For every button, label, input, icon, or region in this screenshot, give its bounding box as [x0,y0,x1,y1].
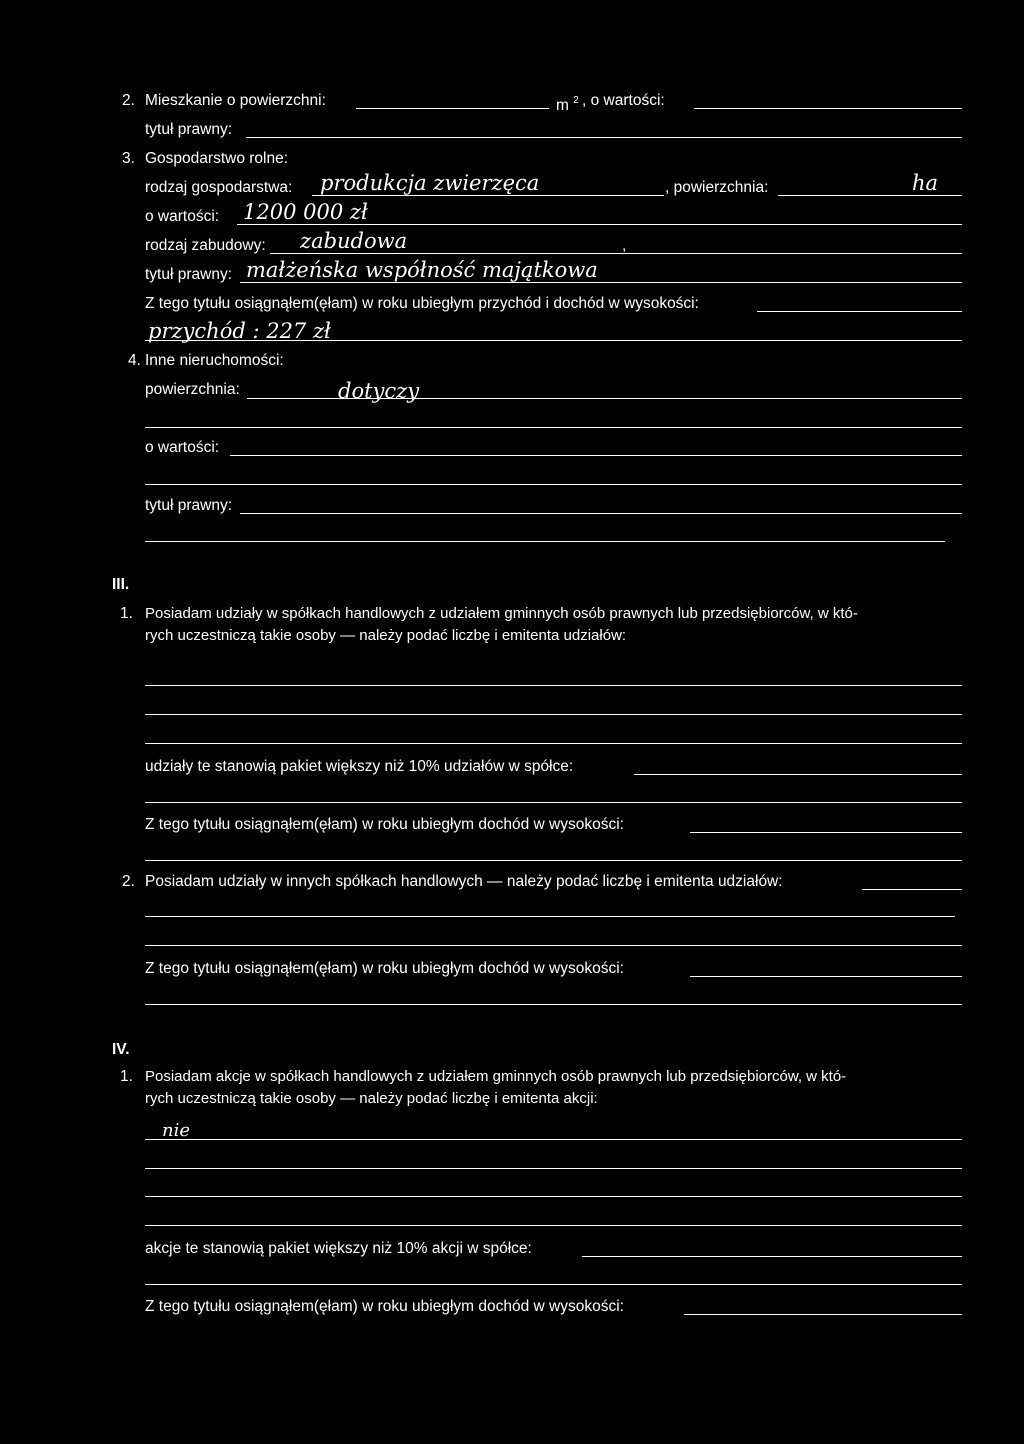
section-iii-q1-income-field-2[interactable] [145,860,962,861]
section-iv-q1-field-2[interactable] [145,1168,962,1169]
section-iii-q1-income-field[interactable] [690,832,962,833]
section-iv-q1-field-3[interactable] [145,1196,962,1197]
section-iii-q1-field-2[interactable] [145,714,962,715]
section-iii-q2-label: Posiadam udziały w innych spółkach handlowych — należy podać liczbę i emitenta udziałów: [145,873,783,890]
farm-value-label: o wartości: [145,208,220,225]
other-property-label: Inne nieruchomości: [145,352,284,369]
apartment-area-label: Mieszkanie o powierzchni: [145,92,326,109]
section-iv-heading: IV. [112,1041,130,1058]
section-iv-q1-packet-field[interactable] [582,1256,962,1257]
section-iii-q2-number: 2. [122,873,135,890]
farm-type-label: rodzaj gospodarstwa: [145,179,293,196]
item3-number: 3. [122,150,135,167]
other-area-value: dotyczy [338,379,420,403]
section-iii-q2-field-2[interactable] [145,916,955,917]
other-area-field[interactable] [247,398,962,399]
other-title-field[interactable] [240,513,962,514]
section-iii-q1-packet-field[interactable] [634,774,962,775]
section-iii-q1-field-3[interactable] [145,743,962,744]
section-iii-heading: III. [112,576,130,593]
other-title-label: tytuł prawny: [145,497,233,514]
section-iii-q1-line1: Posiadam udziały w spółkach handlowych z udziałem gminnych osób prawnych lub przedsiębiorców, w któ- [145,605,858,622]
buildings-label: rodzaj zabudowy: [145,237,266,254]
farm-income-value: przychód : 227 zł [148,319,331,343]
section-iii-q2-income-field-2[interactable] [145,1004,962,1005]
section-iii-q2-income-field[interactable] [690,976,962,977]
section-iii-q1-packet-label: udziały te stanowią pakiet większy niż 10% udziałów w spółce: [145,758,574,775]
section-iii-q1-number: 1. [120,605,133,622]
section-iv-q1-income-label: Z tego tytułu osiągnąłem(ęłam) w roku ubiegłym dochód w wysokości: [145,1298,624,1315]
section-iv-q1-line1: Posiadam akcje w spółkach handlowych z udziałem gminnych osób prawnych lub przedsiębiorców, w któ- [145,1068,847,1085]
section-iii-q1-income-label: Z tego tytułu osiągnąłem(ęłam) w roku ubiegłym dochód w wysokości: [145,816,624,833]
farm-type-value: produkcja zwierzęca [320,171,540,195]
section-iii-q2-field-3[interactable] [145,945,962,946]
section-iii-q2-field[interactable] [862,889,962,890]
section-iv-q1-answer: nie [162,1120,191,1141]
farm-area-field[interactable] [778,195,962,196]
buildings-value: zabudowa [300,229,408,253]
other-value-field-2[interactable] [145,484,962,485]
farm-title-value: małżeńska współność majątkowa [246,258,598,282]
farm-value: 1200 000 zł [243,200,368,224]
apartment-value-label: , o wartości: [582,92,665,109]
other-title-field-2[interactable] [145,541,945,542]
item2-number: 2. [122,92,135,109]
section-iii-q2-income-label: Z tego tytułu osiągnąłem(ęłam) w roku ubiegłym dochód w wysokości: [145,960,624,977]
farm-label: Gospodarstwo rolne: [145,150,289,167]
farm-area-label: , powierzchnia: [665,179,769,196]
farm-income-field-1[interactable] [757,311,962,312]
farm-income-label: Z tego tytułu osiągnąłem(ęłam) w roku ubiegłym przychód i dochód w wysokości: [145,295,699,312]
farm-area-unit: ha [912,171,939,195]
section-iv-q1-field-1[interactable] [145,1139,962,1140]
apartment-title-label: tytuł prawny: [145,121,233,138]
other-area-field-2[interactable] [145,427,962,428]
farm-title-label: tytuł prawny: [145,266,233,283]
section-iv-q1-income-field[interactable] [684,1314,962,1315]
farm-type-field[interactable] [312,195,664,196]
section-iii-q1-packet-field-2[interactable] [145,802,962,803]
other-value-field[interactable] [230,455,962,456]
section-iv-q1-packet-label: akcje te stanowią pakiet większy niż 10% akcji w spółce: [145,1240,532,1257]
apartment-area-field[interactable] [356,108,549,109]
other-value-label: o wartości: [145,439,220,456]
apartment-area-unit: m $^2$ [556,95,579,114]
buildings-comma: , [622,237,627,254]
farm-title-field[interactable] [240,282,962,283]
farm-income-field-2[interactable] [145,340,962,341]
farm-value-field[interactable] [237,224,962,225]
item4-number: 4. [128,352,141,369]
other-area-label: powierzchnia: [145,381,240,398]
buildings-field[interactable] [270,253,962,254]
section-iv-q1-packet-field-2[interactable] [145,1284,962,1285]
section-iv-q1-field-4[interactable] [145,1225,962,1226]
apartment-title-field[interactable] [246,137,962,138]
section-iv-q1-number: 1. [120,1068,133,1085]
section-iii-q1-line2: rych uczestniczą takie osoby — należy podać liczbę i emitenta udziałów: [145,627,627,644]
section-iii-q1-field-1[interactable] [145,685,962,686]
apartment-value-field[interactable] [694,108,962,109]
section-iv-q1-line2: rych uczestniczą takie osoby — należy podać liczbę i emitenta akcji: [145,1090,598,1107]
